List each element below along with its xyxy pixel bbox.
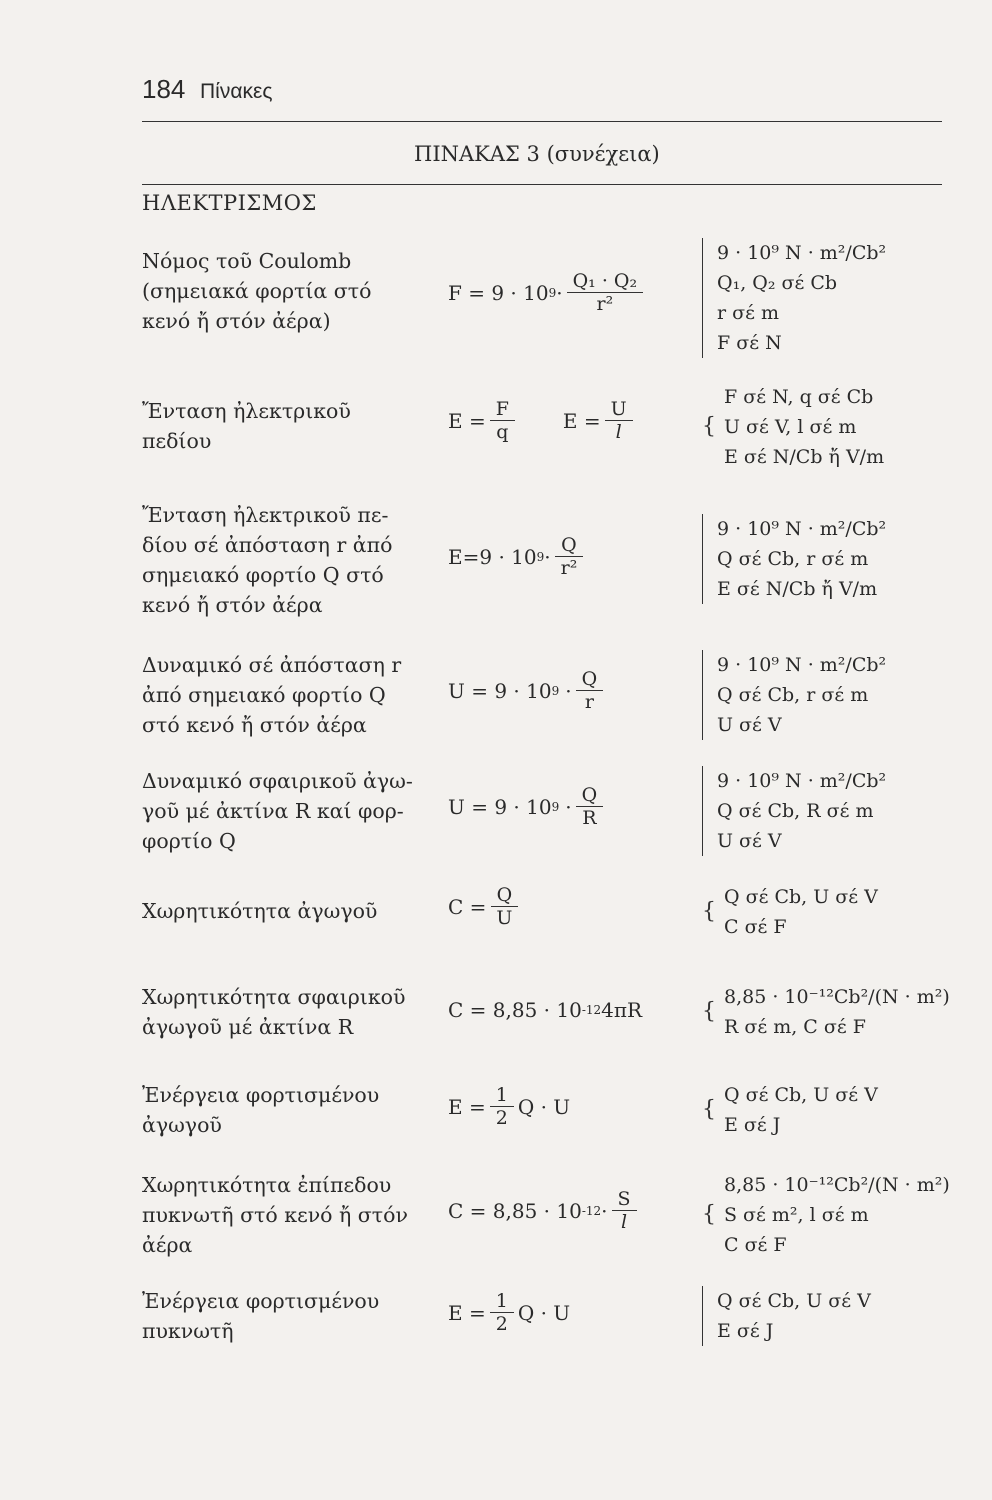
row-description: Νόμος τοῦ Coulomb (σημειακά φορτία στό κενό ἤ στόν ἀέρα) [142, 249, 372, 333]
row-description: Χωρητικότητα ἐπίπεδου πυκνωτῆ στό κενό ἤ στόν ἀέρα [142, 1173, 408, 1257]
row-description: Ἔνταση ἠλεκτρικοῦ πεδίου [142, 399, 351, 453]
row-units: { 8,85 · 10⁻¹²Cb²/(N · m²) R σέ m, C σέ F [702, 982, 950, 1042]
row-units: 9 · 10⁹ N · m²/Cb² Q σέ Cb, R σέ m U σέ V [702, 766, 886, 856]
row-units: 9 · 10⁹ N · m²/Cb² Q σέ Cb, r σέ m E σέ N/Cb ἤ V/m [702, 514, 886, 604]
row-units: 9 · 10⁹ N · m²/Cb² Q σέ Cb, r σέ m U σέ V [702, 650, 886, 740]
brace-icon: { [702, 999, 716, 1024]
row-units: 9 · 10⁹ N · m²/Cb² Q₁, Q₂ σέ Cb r σέ m F σέ N [702, 238, 886, 358]
row-description: Χωρητικότητα σφαιρικοῦ ἀγωγοῦ μέ ἀκτίνα R [142, 985, 406, 1039]
row-description: Δυναμικό σέ ἀπόσταση r ἀπό σημειακό φορτίο Q στό κενό ἤ στόν ἀέρα [142, 653, 402, 737]
brace-icon: { [702, 414, 716, 439]
row-description: Δυναμικό σφαιρικοῦ ἀγω- γοῦ μέ ἀκτίνα R καί φορ- φορτίο Q [142, 769, 413, 853]
row-formula: E = $\frac{1}{2}$ Q · U [448, 1084, 571, 1129]
brace-icon: { [702, 899, 716, 924]
row-formula: C = 8,85 · 10 -12 4πR [448, 998, 643, 1022]
section-heading: ΗΛΕΚΤΡΙΣΜΟΣ [142, 191, 317, 215]
title-rule [142, 184, 942, 185]
brace-icon: { [702, 1202, 716, 1227]
table-title: ΠΙΝΑΚΑΣ 3 (συνέχεια) [414, 142, 660, 166]
row-description: Ἔνταση ἠλεκτρικοῦ πε- δίου σέ ἀπόσταση r ἀπό σημειακό φορτίο Q στό κενό ἤ στόν ἀέρα [142, 503, 393, 617]
row-units: Q σέ Cb, U σέ V E σέ J [702, 1286, 871, 1346]
brace-icon: { [702, 1097, 716, 1122]
row-formula: E = $\frac{1}{2}$ Q · U [448, 1290, 571, 1335]
row-formula: U = 9 · 10 9 · $\frac{Q}{R}$ [448, 784, 607, 829]
row-description: Ἐνέργεια φορτισμένου ἀγωγοῦ [142, 1083, 380, 1137]
row-formula: C = $\frac{Q}{U}$ [448, 884, 522, 929]
row-units: { Q σέ Cb, U σέ V E σέ J [702, 1080, 878, 1140]
row-units: { 8,85 · 10⁻¹²Cb²/(N · m²) S σέ m², l σέ m C σέ F [702, 1170, 950, 1260]
row-units: { Q σέ Cb, U σέ V C σέ F [702, 882, 878, 942]
row-formula: E = $\frac{F}{q}$ E = $\frac{U}{l}$ [448, 398, 637, 443]
row-description: Ἐνέργεια φορτισμένου πυκνωτῆ [142, 1289, 380, 1343]
row-formula: F = 9 · 10 9 · $\frac{\text{Q₁ · Q₂}}{\text{r²}}$ [448, 270, 647, 315]
row-description: Χωρητικότητα ἀγωγοῦ [142, 899, 378, 923]
row-units: { F σέ N, q σέ Cb U σέ V, l σέ m E σέ N/Cb ἤ V/m [702, 382, 884, 472]
row-formula: C = 8,85 · 10 -12 · $\frac{S}{l}$ [448, 1188, 641, 1233]
row-formula: E=9 · 10 9 · $\frac{Q}{\text{r²}}$ [448, 534, 587, 579]
header-rule [142, 121, 942, 122]
row-formula: U = 9 · 10 9 · $\frac{Q}{r}$ [448, 668, 607, 713]
page-number: 184 [142, 74, 186, 104]
running-header: Πίνακες [200, 80, 273, 103]
